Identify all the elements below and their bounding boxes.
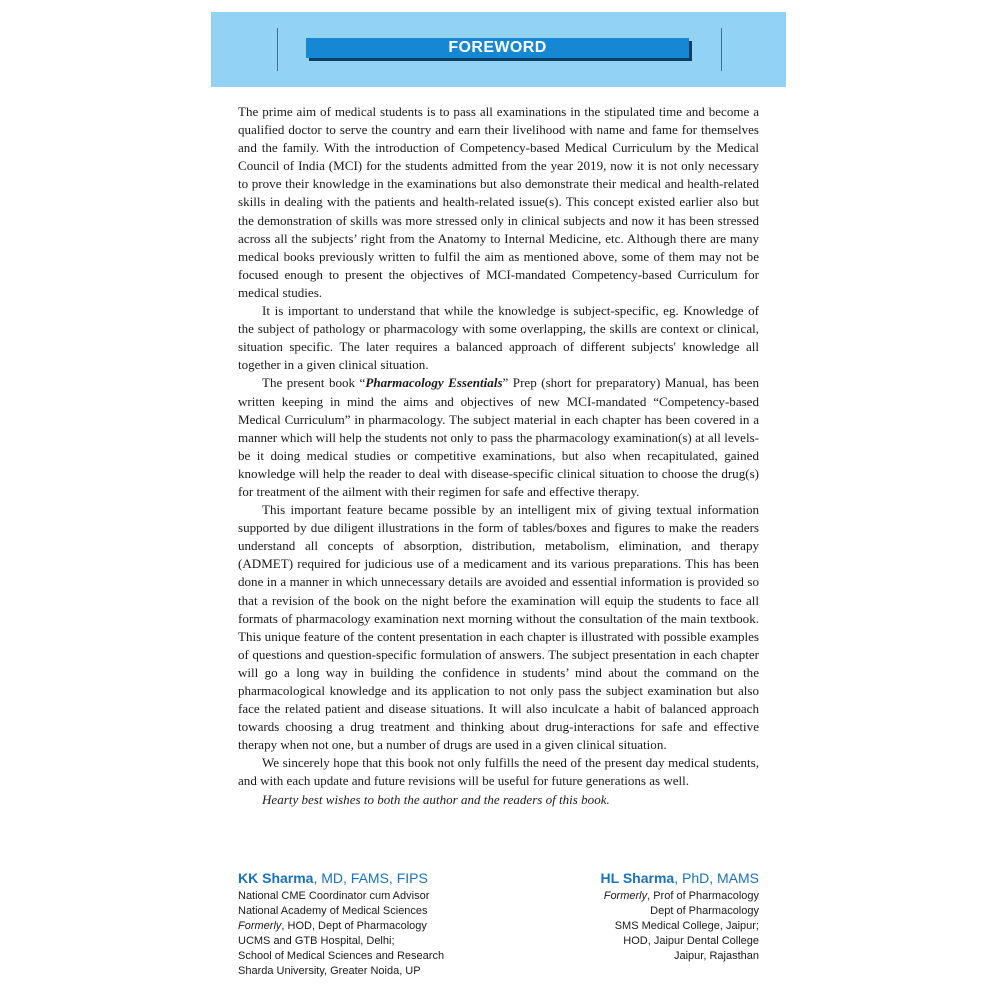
signature-right: [601, 869, 759, 964]
affiliation-line: UCMS and GTB Hospital, Delhi;: [238, 935, 395, 947]
signature-left: [238, 869, 444, 979]
closing-wishes: Hearty best wishes to both the author and the readers of this book.: [262, 791, 610, 807]
paragraph-1: The prime aim of medical students is to pass all examinations in the stipulated time and become a qualified doctor to serve the country and earn their livelihood with name and fame for themselves and the family. With the introduction of Competency-based Medical Curriculum by the Medical Council of India (MCI) for the students admitted from the year 2019, now it is not only necessary to prove their knowledge in the examinations but also demonstrate their medical and health-related skills in dealing with the patients and health-related issue(s). This concept existed earlier also but the demonstration of skills was more stressed only in clinical subjects and now it has been stressed across all the subjects’ right from the Anatomy to Internal Medicine, etc. Although there are many medical books previously written to fulfil the aim as mentioned above, some of them may not be focused enough to present the objectives of MCI-mandated Competency-based Curriculum for medical studies.: [238, 104, 759, 300]
header-left-rule: [277, 28, 278, 71]
affiliation-text: , Prof of Pharmacology: [647, 890, 759, 902]
affiliation-line: Dept of Pharmacology: [650, 905, 759, 917]
degrees-right: , PhD, MAMS: [674, 870, 759, 886]
affiliation-line: Jaipur, Rajasthan: [674, 950, 759, 962]
affiliation-line: National Academy of Medical Sciences: [238, 905, 428, 917]
book-title: Pharmacology Essentials: [365, 375, 503, 391]
paragraph-2: It is important to understand that while the knowledge is subject-specific, eg. Knowledge of the subject of pathology or pharmacology with some overlapping, the skills are context or clinical, situation specific. The later requires a balanced approach of different subjects' knowledge all together in a given clinical situation.: [238, 303, 759, 373]
affiliation-line: [601, 889, 759, 904]
name-kk-sharma: KK Sharma: [238, 870, 314, 886]
affiliation-line: [238, 919, 444, 934]
paragraph-3: [238, 374, 759, 501]
affiliation-line: HOD, Jaipur Dental College: [623, 935, 759, 947]
paragraph-3-lead: The present book “: [262, 375, 366, 391]
header-banner: [211, 12, 786, 87]
foreword-body: [238, 103, 759, 809]
signatory-name-right: [601, 869, 759, 887]
name-hl-sharma: HL Sharma: [600, 870, 675, 886]
affiliation-text: , HOD, Dept of Pharmacology: [281, 920, 427, 932]
formerly-label: Formerly: [603, 890, 648, 902]
title-bar: [306, 38, 689, 58]
header-right-rule: [721, 28, 722, 71]
affiliation-line: Sharda University, Greater Noida, UP: [238, 965, 421, 977]
affiliation-line: School of Medical Sciences and Research: [238, 950, 445, 962]
degrees-left: , MD, FAMS, FIPS: [313, 870, 428, 886]
paragraph-3-rest: ” Prep (short for preparatory) Manual, has been written keeping in mind the aims and objectives of new MCI-mandated “Competency-based Medical Curriculum” in pharmacology. The subject material in each chapter has been covered in a manner which will help the students not only to pass the pharmacology examination(s) at all levels- be it doing medical studies or competitive examinations, but also when recapitulated, gained knowledge will help the reader to deal with disease-specific clinical situation to choose the drug(s) for treatment of the ailment with their regimen for safe and effective therapy.: [238, 375, 759, 499]
affiliation-line: National CME Coordinator cum Advisor: [238, 890, 430, 902]
page-title: FOREWORD: [448, 39, 547, 56]
signatory-name-left: [238, 869, 444, 887]
affiliation-line: SMS Medical College, Jaipur;: [614, 920, 759, 932]
paragraph-4: This important feature became possible by an intelligent mix of giving textual information supported by due diligent illustrations in the form of tables/boxes and figures to make the readers understand all concepts of absorption, distribution, metabolism, elimination, and therapy (ADMET) required for judicious use of a medicament and its various preparations. This has been done in a manner in which unnecessary details are avoided and essential information is provided so that a revision of the book on the night before the examination will equip the students to face all formats of pharmacology examination next morning without the consultation of the main textbook. This unique feature of the content presentation in each chapter is illustrated with possible examples of questions and question-specific formulation of answers. The subject presentation in each chapter will go a long way in building the confidence in students’ mind about the command on the pharmacological knowledge and its application to not only pass the subject examination but also face the related patient and disease situations. It will also inculcate a habit of balanced approach towards choosing a drug treatment and thinking about drug-interactions for safe and effective therapy when not one, but a number of drugs are used in a given clinical situation.: [238, 502, 759, 753]
formerly-label: Formerly: [238, 920, 282, 932]
paragraph-5: We sincerely hope that this book not only fulfills the need of the present day medical students, and with each update and future revisions will be useful for future generations as well.: [238, 755, 759, 789]
